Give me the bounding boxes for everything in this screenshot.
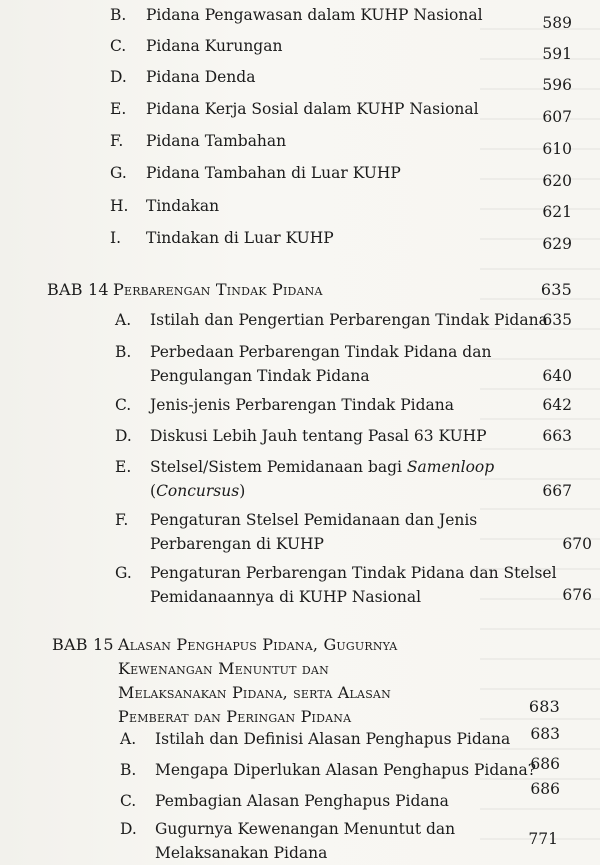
entry-title-line: Melaksanakan Pidana [155,844,328,862]
entry-letter: B. [115,343,132,361]
entry-page-number: 670 [562,535,592,553]
entry-title: Pidana Pengawasan dalam KUHP Nasional [146,6,483,24]
entry-page-number: 591 [542,45,572,63]
chapter-label: BAB 15 [52,635,114,654]
entry-page-number: 635 [542,311,572,329]
entry-page-number: 683 [530,725,560,743]
entry-title: Istilah dan Pengertian Perbarengan Tindak Pidana [150,311,548,329]
entry-page-number: 589 [542,14,572,32]
entry-title-italic: Concursus [156,482,240,500]
entry-letter: F. [110,132,124,150]
entry-letter: H. [110,197,129,215]
entry-title-line [150,455,494,479]
entry-title-text: ) [239,482,246,500]
entry-letter: B. [110,6,127,24]
entry-title: Pidana Tambahan [146,132,287,150]
chapter-title-line: Melaksanakan Pidana, serta Alasan [118,683,391,702]
entry-title: Pidana Denda [146,68,256,86]
entry-page-number: 663 [542,427,572,445]
entry-title-line: Gugurnya Kewenangan Menuntut dan [155,820,456,838]
chapter-title-line: Alasan Penghapus Pidana, Gugurnya [118,635,398,654]
entry-title [150,340,491,388]
entry-letter: D. [120,820,137,838]
entry-title-text: Stelsel/Sistem Pemidanaan bagi [150,458,407,476]
entry-title-line: Pengaturan Stelsel Pemidanaan dan Jenis [150,511,478,529]
entry-title-line: Pengulangan Tindak Pidana [150,367,370,385]
entry-page-number: 771 [528,830,558,848]
chapter-label: BAB 14 [47,280,109,299]
entry-letter: G. [115,564,132,582]
chapter-page-number: 683 [528,697,560,716]
entry-page-number: 686 [530,755,560,773]
entry-letter: D. [115,427,132,445]
entry-letter: G. [110,164,127,182]
entry-title-italic: Samenloop [406,458,495,476]
entry-title: Diskusi Lebih Jauh tentang Pasal 63 KUHP [150,427,487,445]
entry-letter: C. [115,396,132,414]
entry-letter: E. [110,100,127,118]
entry-letter: E. [115,458,132,476]
entry-page-number: 686 [530,780,560,798]
entry-title: Pembagian Alasan Penghapus Pidana [155,792,449,810]
entry-title-text: ( [150,482,157,500]
entry-page-number: 620 [542,172,572,190]
entry-title: Pidana Kurungan [146,37,283,55]
chapter-title: Perbarengan Tindak Pidana [113,280,323,299]
chapter-page-number: 635 [540,280,572,299]
entry-page-number: 596 [542,76,572,94]
entry-page-number: 640 [542,367,572,385]
chapter-title [118,633,397,729]
entry-title-line: Pengaturan Perbarengan Tindak Pidana dan Stelsel [150,564,557,582]
chapter-title-line: Kewenangan Menuntut dan [118,659,329,678]
entry-letter: A. [120,730,137,748]
entry-title: Pidana Tambahan di Luar KUHP [146,164,401,182]
entry-letter: C. [120,792,137,810]
entry-title-line: Pemidanaannya di KUHP Nasional [150,588,422,606]
entry-page-number: 621 [542,203,572,221]
entry-letter: D. [110,68,127,86]
entry-letter: B. [120,761,137,779]
entry-title-line: Perbedaan Perbarengan Tindak Pidana dan [150,343,492,361]
entry-page-number: 607 [542,108,572,126]
entry-letter: C. [110,37,127,55]
entry-title: Tindakan di Luar KUHP [146,229,334,247]
chapter-title-line: Pemberat dan Peringan Pidana [118,707,352,726]
entry-page-number: 676 [562,586,592,604]
entry-page-number: 642 [542,396,572,414]
entry-page-number: 629 [542,235,572,253]
entry-title: Jenis-jenis Perbarengan Tindak Pidana [150,396,454,414]
entry-letter: A. [115,311,132,329]
entry-title-line [150,479,494,503]
entry-title [150,455,494,503]
entry-title: Tindakan [146,197,220,215]
entry-title: Mengapa Diperlukan Alasan Penghapus Pidana? [155,761,537,779]
entry-letter: I. [110,229,122,247]
entry-title [150,508,477,556]
entry-title: Pidana Kerja Sosial dalam KUHP Nasional [146,100,479,118]
entry-page-number: 610 [542,140,572,158]
entry-title [150,561,557,609]
entry-title-line: Perbarengan di KUHP [150,535,324,553]
entry-title: Istilah dan Definisi Alasan Penghapus Pidana [155,730,511,748]
entry-letter: F. [115,511,129,529]
entry-page-number: 667 [542,482,572,500]
entry-title [155,817,455,865]
